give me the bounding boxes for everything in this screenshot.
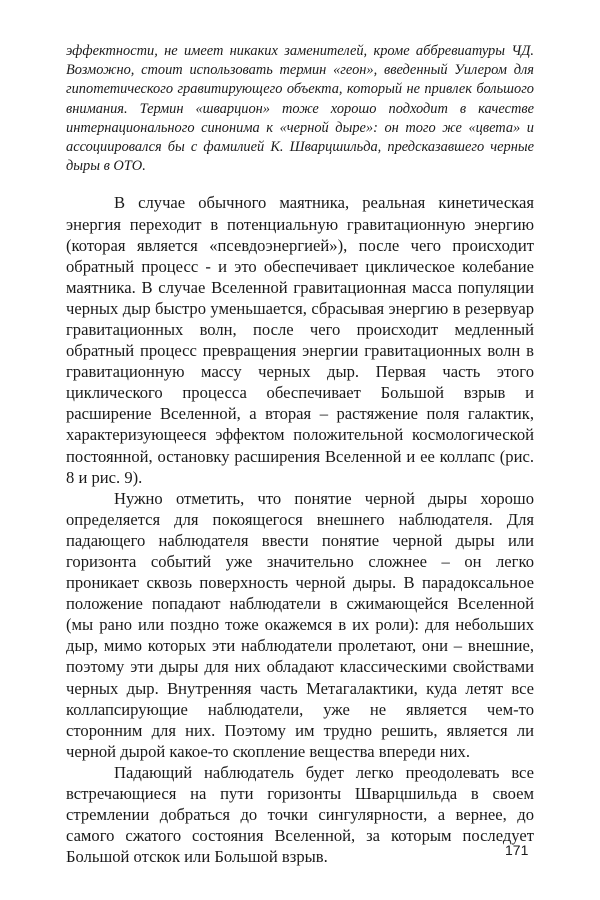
footnote-text: эффектности, не имеет никаких заменителей, кроме аббревиатуры ЧД. Возможно, стоит использовать термин «геон», введенный Уилером для гипотетического гравитирующего объекта, который не привлек большого внимания. Термин «шварцион» тоже хорошо подходит в качестве интернационального синонима к «черной дыре»: он того же «цвета» и ассоциировался бы с фамилией К. Шварцшильда, предсказавшего черные дыры в ОТО.: [66, 43, 534, 175]
body-paragraph-2: Нужно отметить, что понятие черной дыры хорошо определяется для покоящегося внешнего наблюдателя. Для падающего наблюдателя ввести понятие черной дыры или горизонта событий уже значительно сложнее – он легко проникает сквозь поверхность черной дыры. В парадоксальное положение попадают наблюдатели в сжимающейся Вселенной (мы рано или поздно тоже окажемся в их роли): для небольших дыр, мимо которых эти наблюдатели пролетают, они – внешние, поэтому эти дыры для них обладают классическими свойствами черных дыр. Внутренняя часть Метагалактики, куда летят все коллапсирующие наблюдатели, уже не является чем-то сторонним для них. Поэтому им трудно решить, является ли черной дырой какое-то скопление вещества впереди них.: [66, 488, 534, 761]
page-content: [66, 42, 534, 867]
body-paragraph-1: В случае обычного маятника, реальная кинетическая энергия переходит в потенциальную гравитационную энергию (которая является «псевдоэнергией»), после чего происходит обратный процесс - и это обеспечивает циклическое колебание маятника. В случае Вселенной гравитационная масса популяции черных дыр быстро уменьшается, сбрасывая энергию в резервуар гравитационных волн, после чего происходит медленный обратный процесс превращения энергии гравитационных волн в гравитационную массу черных дыр. Первая часть этого циклического процесса обеспечивает Большой взрыв и расширение Вселенной, а вторая – растяжение поля галактик, характеризующееся эффектом положительной космологической постоянной, остановку расширения Вселенной и ее коллапс (рис. 8 и рис. 9).: [66, 193, 534, 487]
body-paragraph-3: Падающий наблюдатель будет легко преодолевать все встречающиеся на пути горизонты Шварцшильда в своем стремлении добраться до точки сингулярности, а вернее, до самого сжатого состояния Вселенной, за которым последует Большой отскок или Большой взрыв.: [66, 762, 534, 867]
page-number: 171: [505, 842, 529, 858]
